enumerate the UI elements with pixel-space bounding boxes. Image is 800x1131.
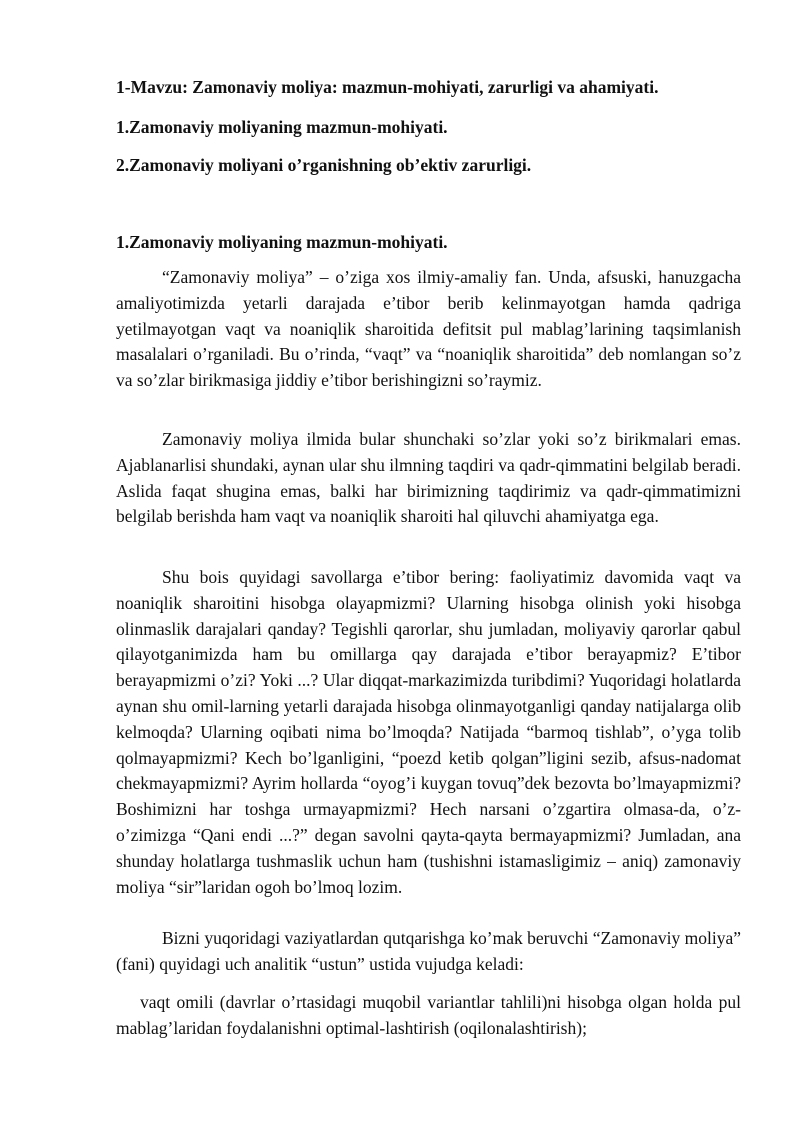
paragraph-2: Zamonaviy moliya ilmida bular shunchaki so’zlar yoki so’z birikmalari emas. Ajablanarlisi shundaki, aynan ular shu ilmning taqdiri va qadr-qimmatini belgilab beradi. Aslida faqat shugina emas, balki har birimizning taqdirimiz va qadr-qimmatimizni belgilab berishda ham vaqt va noaniqlik sharoiti hal qiluvchi ahamiyatga ega. [116, 429, 741, 527]
outline-item-2: 2.Zamonaviy moliyani o’rganishning ob’ektiv zarurligi. [116, 155, 532, 175]
section-heading: 1.Zamonaviy moliyaning mazmun-mohiyati. [116, 232, 448, 252]
outline-item-1: 1.Zamonaviy moliyaning mazmun-mohiyati. [116, 117, 448, 137]
paragraph-5: vaqt omili (davrlar o’rtasidagi muqobil variantlar tahlili)ni hisobga olgan holda pul mablag’laridan foydalanishni optimal-lashtirish (oqilonalashtirish); [116, 992, 741, 1038]
paragraph-3: Shu bois quyidagi savollarga e’tibor bering: faoliyatimiz davomida vaqt va noaniqlik sharoitini hisobga olayapmizmi? Ularning hisobga olinish yoki hisobga olinmaslik darajalari qanday? Tegishli qarorlar, shu jumladan, moliyaviy qarorlar qabul qilayotganimizda ham bu omillarga qay darajada e’tibor berayapmiz? E’tibor berayapmizmi o’zi? Yoki ...? Ular diqqat-markazimizda turibdimi? Yuqoridagi holatlarda aynan shu omil-larning yetarli darajada hisobga olinmayotganligi qanday natijalarga olib kelmoqda? Ularning oqibati nima bo’lmoqda? Natijada “barmoq tishlab”, o’yga tolib qolmayapmizmi? Kech bo’lganligini, “poezd ketib qolgan”ligini sezib, afsus-nadomat chekmayapmizmi? Ayrim hollarda “oyog’i kuygan tovuq”dek bezovta bo’lmayapmizmi? Boshimizni har toshga urmayapmizmi? Hech narsani o’zgartira olmasa-da, o’z-o’zimizga “Qani endi ...?” degan savolni qayta-qayta bermayapmizmi? Jumladan, ana shunday holatlarga tushmaslik uchun ham (tushishni istamasligimiz – aniq) zamonaviy moliya “sir”laridan ogoh bo’lmoq lozim. [116, 567, 741, 897]
document-title: 1-Mavzu: Zamonaviy moliya: mazmun-mohiyati, zarurligi va ahamiyati. [116, 77, 659, 97]
paragraph-1: “Zamonaviy moliya” – o’ziga xos ilmiy-amaliy fan. Unda, afsuski, hanuzgacha amaliyotimizda yetarli darajada e’tibor berib kelinmayotgan hamda qadriga yetilmayotgan vaqt va noaniqlik sharoitida defitsit pul mablag’larining taqsimlanish masalalari o’rganiladi. Bu o’rinda, “vaqt” va “noaniqlik sharoitida” deb nomlangan so’z va so’zlar birikmasiga jiddiy e’tibor berishingizni so’raymiz. [116, 267, 741, 391]
paragraph-4: Bizni yuqoridagi vaziyatlardan qutqarishga ko’mak beruvchi “Zamonaviy moliya” (fani) quyidagi uch analitik “ustun” ustida vujudga keladi: [116, 928, 741, 974]
